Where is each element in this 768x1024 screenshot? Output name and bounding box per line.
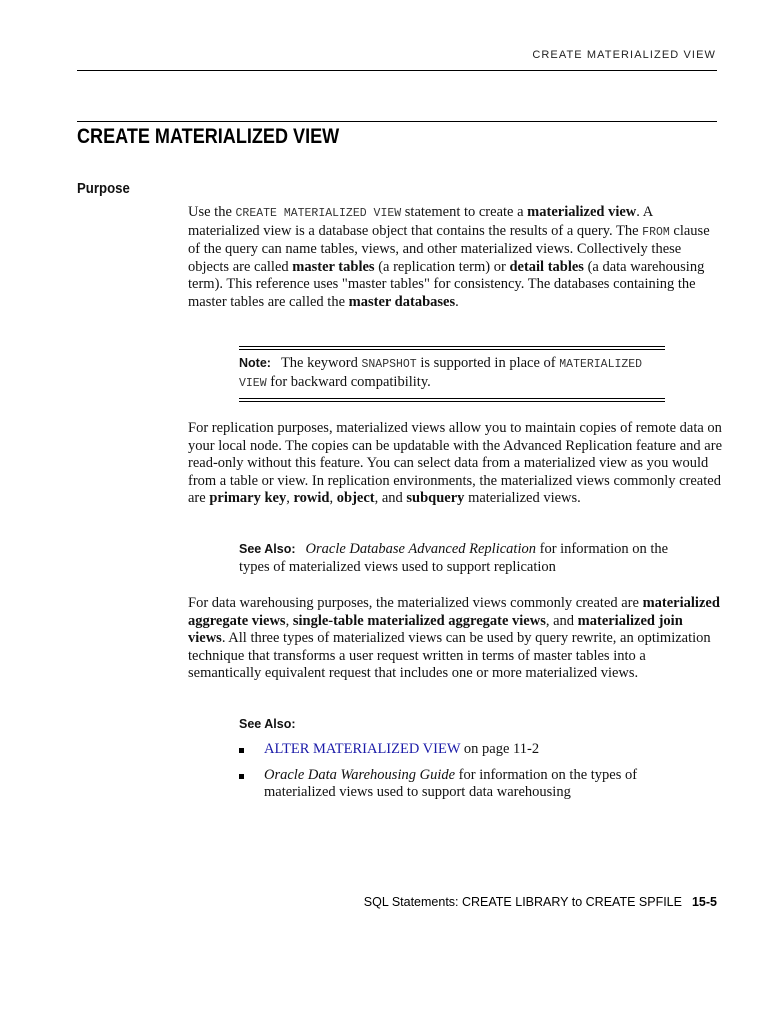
term-master-tables: master tables (292, 258, 375, 275)
purpose-paragraph: Use the CREATE MATERIALIZED VIEW statement to create a materialized view. A materialized view is a database object that contains the results of a query. The FROM clause of the query can name tables, views, and other materialized views. Collectively these objects are called master tables (a replication term) or detail tables (a data warehousing term). This reference uses "master tables" for consistency. The databases containing the master tables are called the master databases. (188, 204, 710, 310)
book-title-advanced-replication: Oracle Database Advanced Replication (305, 541, 536, 557)
see-also-list (239, 741, 679, 810)
footer-title: SQL Statements: CREATE LIBRARY to CREATE SPFILE (363, 895, 682, 909)
term-subquery: subquery (406, 490, 465, 506)
purpose-heading: Purpose (77, 180, 130, 197)
bullet-square-icon (239, 748, 244, 753)
term-primary-key: primary key (209, 490, 287, 506)
book-title-data-warehousing-guide: Oracle Data Warehousing Guide (264, 766, 456, 783)
page-footer (364, 895, 717, 909)
code-materialized-view: MATERIALIZED VIEW (239, 358, 643, 390)
data-warehousing-paragraph: For data warehousing purposes, the materialized views commonly created are materialized aggregate views, single-table materialized aggregate views, and materialized join views. All three types of materialized views can be used by query rewrite, an optimization technique that transforms a user request written in terms of master tables into a semantically equivalent request that includes one or more materialized views. (188, 595, 720, 681)
term-single-table-aggregate-views: single-table materialized aggregate views (292, 612, 546, 629)
page-number: 15-5 (691, 895, 717, 909)
term-rowid: rowid (293, 490, 330, 506)
code-create-materialized-view: CREATE MATERIALIZED VIEW (235, 207, 402, 220)
list-item: ALTER MATERIALIZED VIEW on page 11-2 (239, 741, 679, 759)
note-text: Note: The keyword SNAPSHOT is supported in place of MATERIALIZED VIEW for backward compatibility. (239, 355, 643, 390)
note-box (239, 346, 665, 402)
term-materialized-aggregate-views: materialized aggregate views (188, 595, 720, 629)
see-also-label: See Also: (239, 717, 296, 731)
term-object: object (336, 490, 375, 506)
term-detail-tables: detail tables (509, 258, 584, 275)
code-snapshot: SNAPSHOT (361, 358, 417, 371)
term-master-databases: master databases (348, 293, 456, 310)
see-also-label: See Also: (239, 542, 296, 556)
see-also-warehousing-label (239, 716, 679, 734)
link-alter-materialized-view[interactable]: ALTER MATERIALIZED VIEW (264, 741, 461, 757)
note-label: Note: (239, 356, 271, 370)
header-rule (77, 70, 717, 71)
running-header: CREATE MATERIALIZED VIEW (532, 49, 716, 61)
code-from: FROM (642, 225, 670, 239)
see-also-replication: See Also: Oracle Database Advanced Replication for information on the types of materialized views used to support replication (239, 541, 669, 575)
replication-paragraph: For replication purposes, materialized views allow you to maintain copies of remote data on your local node. The copies can be updatable with the Advanced Replication feature and are read-only without this feature. You can select data from a materialized view as you would from a table or view. In replication environments, the materialized views commonly created are primary key, rowid, object, and subquery materialized views. (188, 420, 723, 506)
term-materialized-view: materialized view (527, 204, 637, 220)
page-title: CREATE MATERIALIZED VIEW (77, 125, 340, 148)
list-item: Oracle Data Warehousing Guide for information on the types of materialized views used to support data warehousing (239, 767, 679, 802)
note-bottom-rule (239, 398, 665, 402)
term-materialized-join-views: materialized join views (188, 612, 683, 646)
bullet-square-icon (239, 774, 244, 779)
